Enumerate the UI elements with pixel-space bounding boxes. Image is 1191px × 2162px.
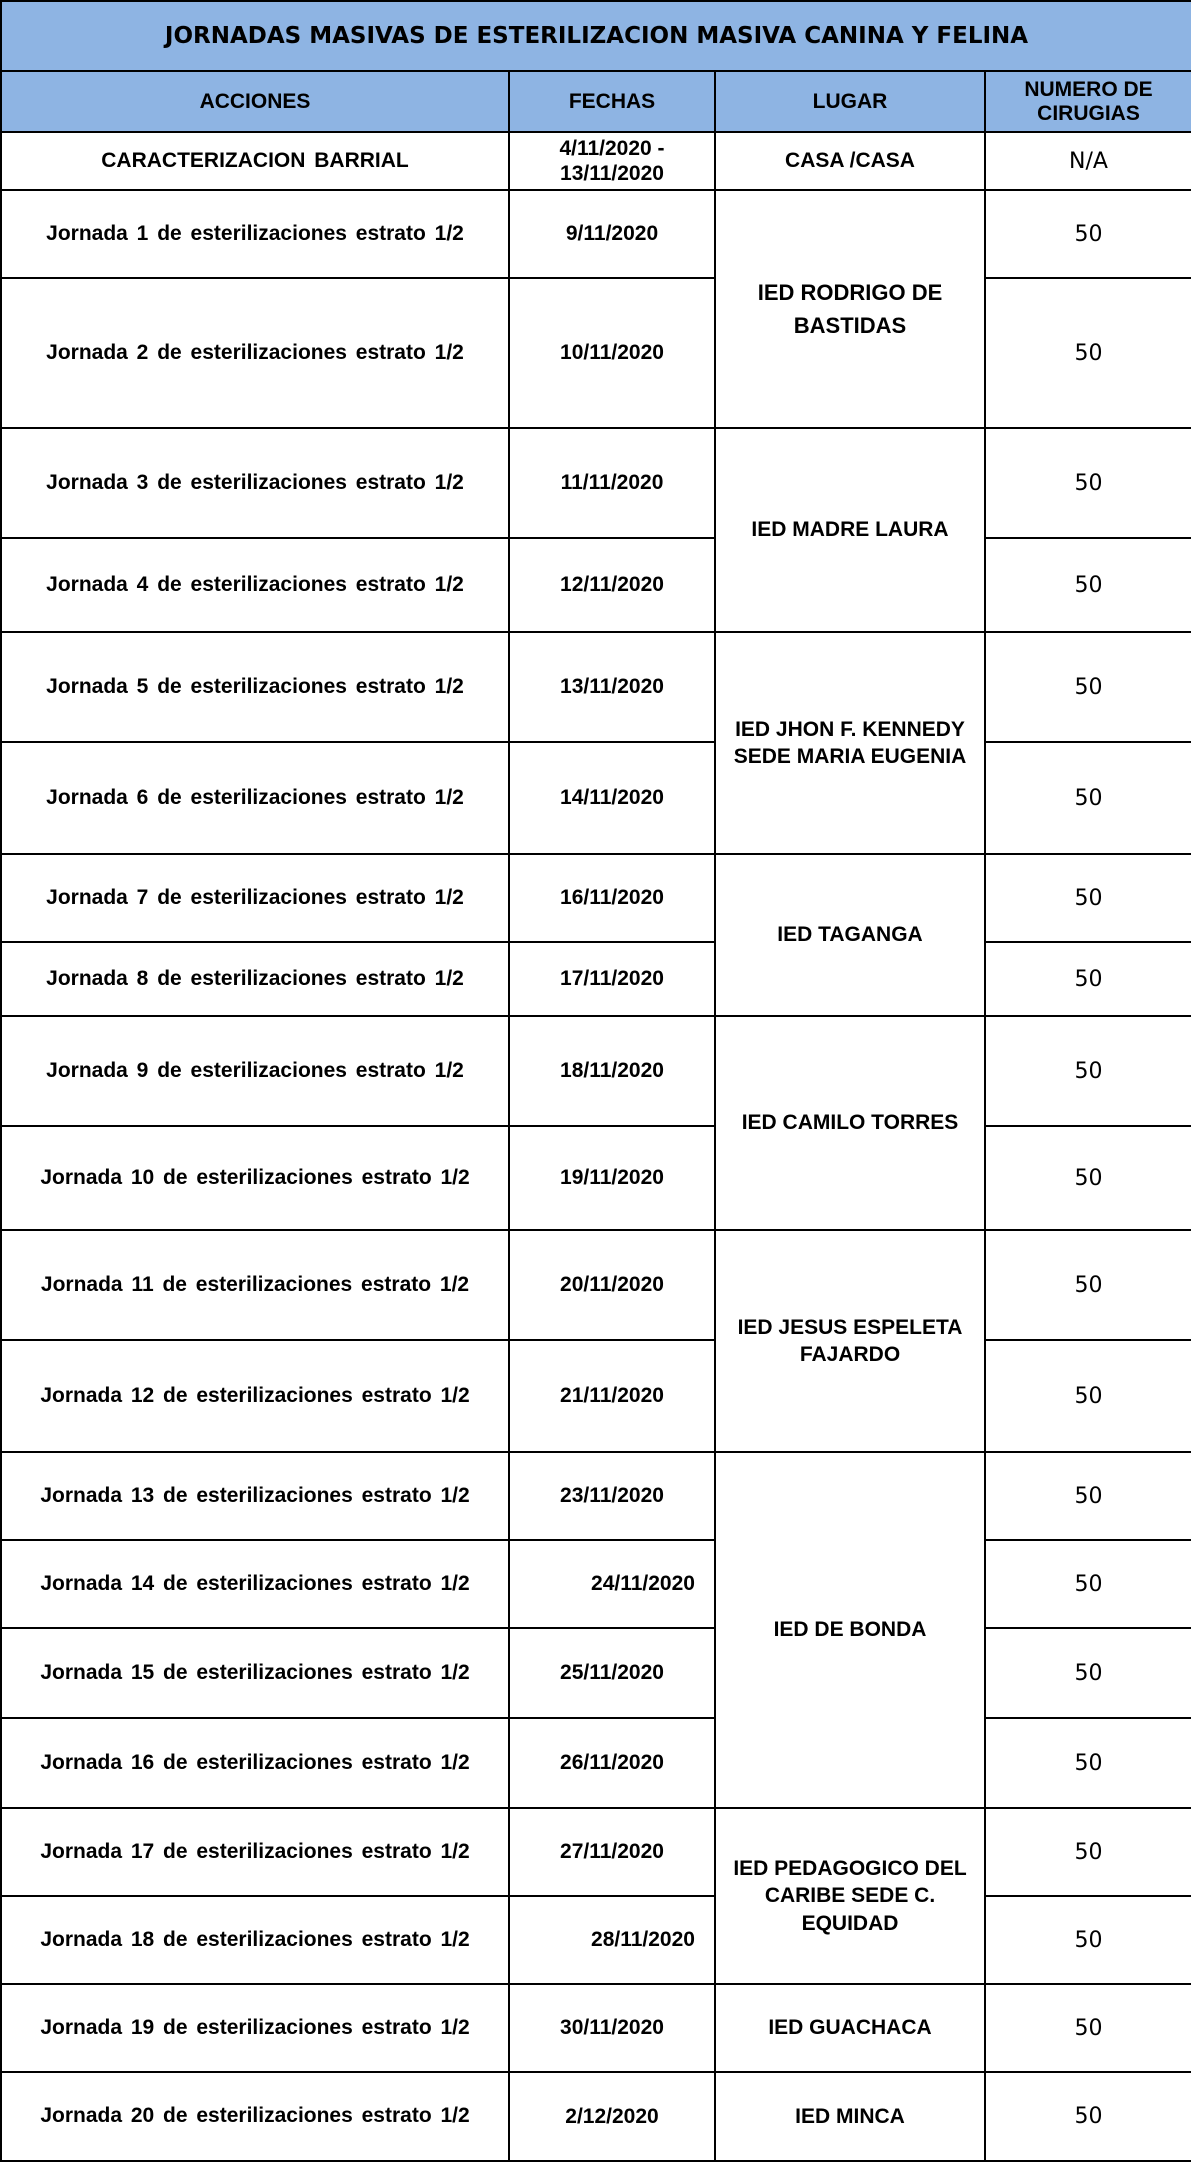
header-lugar: LUGAR — [715, 71, 985, 132]
action-cell: Jornada 4 de esterilizaciones estrato 1/2 — [1, 538, 509, 632]
action-cell: CARACTERIZACION BARRIAL — [1, 132, 509, 190]
table-row — [1, 1628, 1191, 1718]
surgeries-cell: 50 — [985, 1984, 1191, 2072]
table-title: JORNADAS MASIVAS DE ESTERILIZACION MASIVA CANINA Y FELINA — [1, 1, 1191, 71]
date-cell: 26/11/2020 — [509, 1718, 715, 1808]
table-row — [1, 942, 1191, 1016]
surgeries-cell: 50 — [985, 1230, 1191, 1340]
date-cell: 9/11/2020 — [509, 190, 715, 278]
surgeries-cell: 50 — [985, 1452, 1191, 1540]
table-row — [1, 538, 1191, 632]
date-cell: 10/11/2020 — [509, 278, 715, 428]
surgeries-cell: 50 — [985, 632, 1191, 742]
table-row — [1, 1230, 1191, 1340]
table-row — [1, 1984, 1191, 2072]
surgeries-cell: 50 — [985, 1340, 1191, 1452]
place-cell: IED JHON F. KENNEDY SEDE MARIA EUGENIA — [715, 632, 985, 854]
action-cell: Jornada 9 de esterilizaciones estrato 1/2 — [1, 1016, 509, 1126]
action-cell: Jornada 13 de esterilizaciones estrato 1/2 — [1, 1452, 509, 1540]
date-cell: 12/11/2020 — [509, 538, 715, 632]
surgeries-cell: 50 — [985, 278, 1191, 428]
place-cell: CASA /CASA — [715, 132, 985, 190]
place-cell: IED MADRE LAURA — [715, 428, 985, 632]
action-cell: Jornada 3 de esterilizaciones estrato 1/2 — [1, 428, 509, 538]
surgeries-cell: 50 — [985, 190, 1191, 278]
date-cell: 30/11/2020 — [509, 1984, 715, 2072]
date-cell: 17/11/2020 — [509, 942, 715, 1016]
action-cell: Jornada 16 de esterilizaciones estrato 1/2 — [1, 1718, 509, 1808]
action-cell: Jornada 11 de esterilizaciones estrato 1/2 — [1, 1230, 509, 1340]
table-row — [1, 1808, 1191, 1896]
table-row — [1, 854, 1191, 942]
table-row — [1, 1126, 1191, 1230]
table-row — [1, 1452, 1191, 1540]
surgeries-cell: 50 — [985, 538, 1191, 632]
place-cell: IED JESUS ESPELETA FAJARDO — [715, 1230, 985, 1452]
surgeries-cell: 50 — [985, 854, 1191, 942]
date-cell: 2/12/2020 — [509, 2072, 715, 2161]
table-row — [1, 742, 1191, 854]
header-numero-cirugias: NUMERO DE CIRUGIAS — [985, 71, 1191, 132]
table-row — [1, 278, 1191, 428]
action-cell: Jornada 2 de esterilizaciones estrato 1/2 — [1, 278, 509, 428]
header-acciones: ACCIONES — [1, 71, 509, 132]
date-cell: 18/11/2020 — [509, 1016, 715, 1126]
date-cell: 20/11/2020 — [509, 1230, 715, 1340]
surgeries-cell: 50 — [985, 2072, 1191, 2161]
date-cell: 4/11/2020 - 13/11/2020 — [509, 132, 715, 190]
table-row — [1, 1718, 1191, 1808]
table-row — [1, 632, 1191, 742]
date-cell: 27/11/2020 — [509, 1808, 715, 1896]
title-row — [1, 1, 1191, 71]
place-cell: IED CAMILO TORRES — [715, 1016, 985, 1230]
date-cell: 21/11/2020 — [509, 1340, 715, 1452]
surgeries-cell: 50 — [985, 1718, 1191, 1808]
action-cell: Jornada 17 de esterilizaciones estrato 1/2 — [1, 1808, 509, 1896]
action-cell: Jornada 15 de esterilizaciones estrato 1/2 — [1, 1628, 509, 1718]
header-fechas: FECHAS — [509, 71, 715, 132]
surgeries-cell: 50 — [985, 428, 1191, 538]
action-cell: Jornada 7 de esterilizaciones estrato 1/2 — [1, 854, 509, 942]
place-cell: IED TAGANGA — [715, 854, 985, 1016]
header-row — [1, 71, 1191, 132]
table-row — [1, 428, 1191, 538]
place-cell: IED PEDAGOGICO DEL CARIBE SEDE C. EQUIDAD — [715, 1808, 985, 1984]
action-cell: Jornada 20 de esterilizaciones estrato 1/2 — [1, 2072, 509, 2161]
date-cell: 23/11/2020 — [509, 1452, 715, 1540]
action-cell: Jornada 18 de esterilizaciones estrato 1/2 — [1, 1896, 509, 1984]
surgeries-cell: 50 — [985, 1126, 1191, 1230]
surgeries-cell: 50 — [985, 1808, 1191, 1896]
action-cell: Jornada 6 de esterilizaciones estrato 1/2 — [1, 742, 509, 854]
date-cell: 24/11/2020 — [509, 1540, 715, 1628]
surgeries-cell: N/A — [985, 132, 1191, 190]
place-cell: IED RODRIGO DE BASTIDAS — [715, 190, 985, 428]
surgeries-cell: 50 — [985, 1016, 1191, 1126]
date-cell: 14/11/2020 — [509, 742, 715, 854]
action-cell: Jornada 14 de esterilizaciones estrato 1/2 — [1, 1540, 509, 1628]
date-cell: 11/11/2020 — [509, 428, 715, 538]
table-row — [1, 1016, 1191, 1126]
action-cell: Jornada 5 de esterilizaciones estrato 1/2 — [1, 632, 509, 742]
table-row — [1, 1896, 1191, 1984]
table-row — [1, 132, 1191, 190]
date-cell: 19/11/2020 — [509, 1126, 715, 1230]
action-cell: Jornada 10 de esterilizaciones estrato 1/2 — [1, 1126, 509, 1230]
action-cell: Jornada 19 de esterilizaciones estrato 1/2 — [1, 1984, 509, 2072]
table-row — [1, 2072, 1191, 2161]
table-row — [1, 190, 1191, 278]
action-cell: Jornada 12 de esterilizaciones estrato 1/2 — [1, 1340, 509, 1452]
date-cell: 16/11/2020 — [509, 854, 715, 942]
date-cell: 13/11/2020 — [509, 632, 715, 742]
table-row — [1, 1540, 1191, 1628]
surgeries-cell: 50 — [985, 742, 1191, 854]
action-cell: Jornada 8 de esterilizaciones estrato 1/2 — [1, 942, 509, 1016]
place-cell: IED GUACHACA — [715, 1984, 985, 2072]
date-cell: 28/11/2020 — [509, 1896, 715, 1984]
place-cell: IED MINCA — [715, 2072, 985, 2161]
action-cell: Jornada 1 de esterilizaciones estrato 1/2 — [1, 190, 509, 278]
surgeries-cell: 50 — [985, 1896, 1191, 1984]
date-cell: 25/11/2020 — [509, 1628, 715, 1718]
place-cell: IED DE BONDA — [715, 1452, 985, 1808]
surgeries-cell: 50 — [985, 942, 1191, 1016]
surgeries-cell: 50 — [985, 1628, 1191, 1718]
table-row — [1, 1340, 1191, 1452]
surgeries-cell: 50 — [985, 1540, 1191, 1628]
